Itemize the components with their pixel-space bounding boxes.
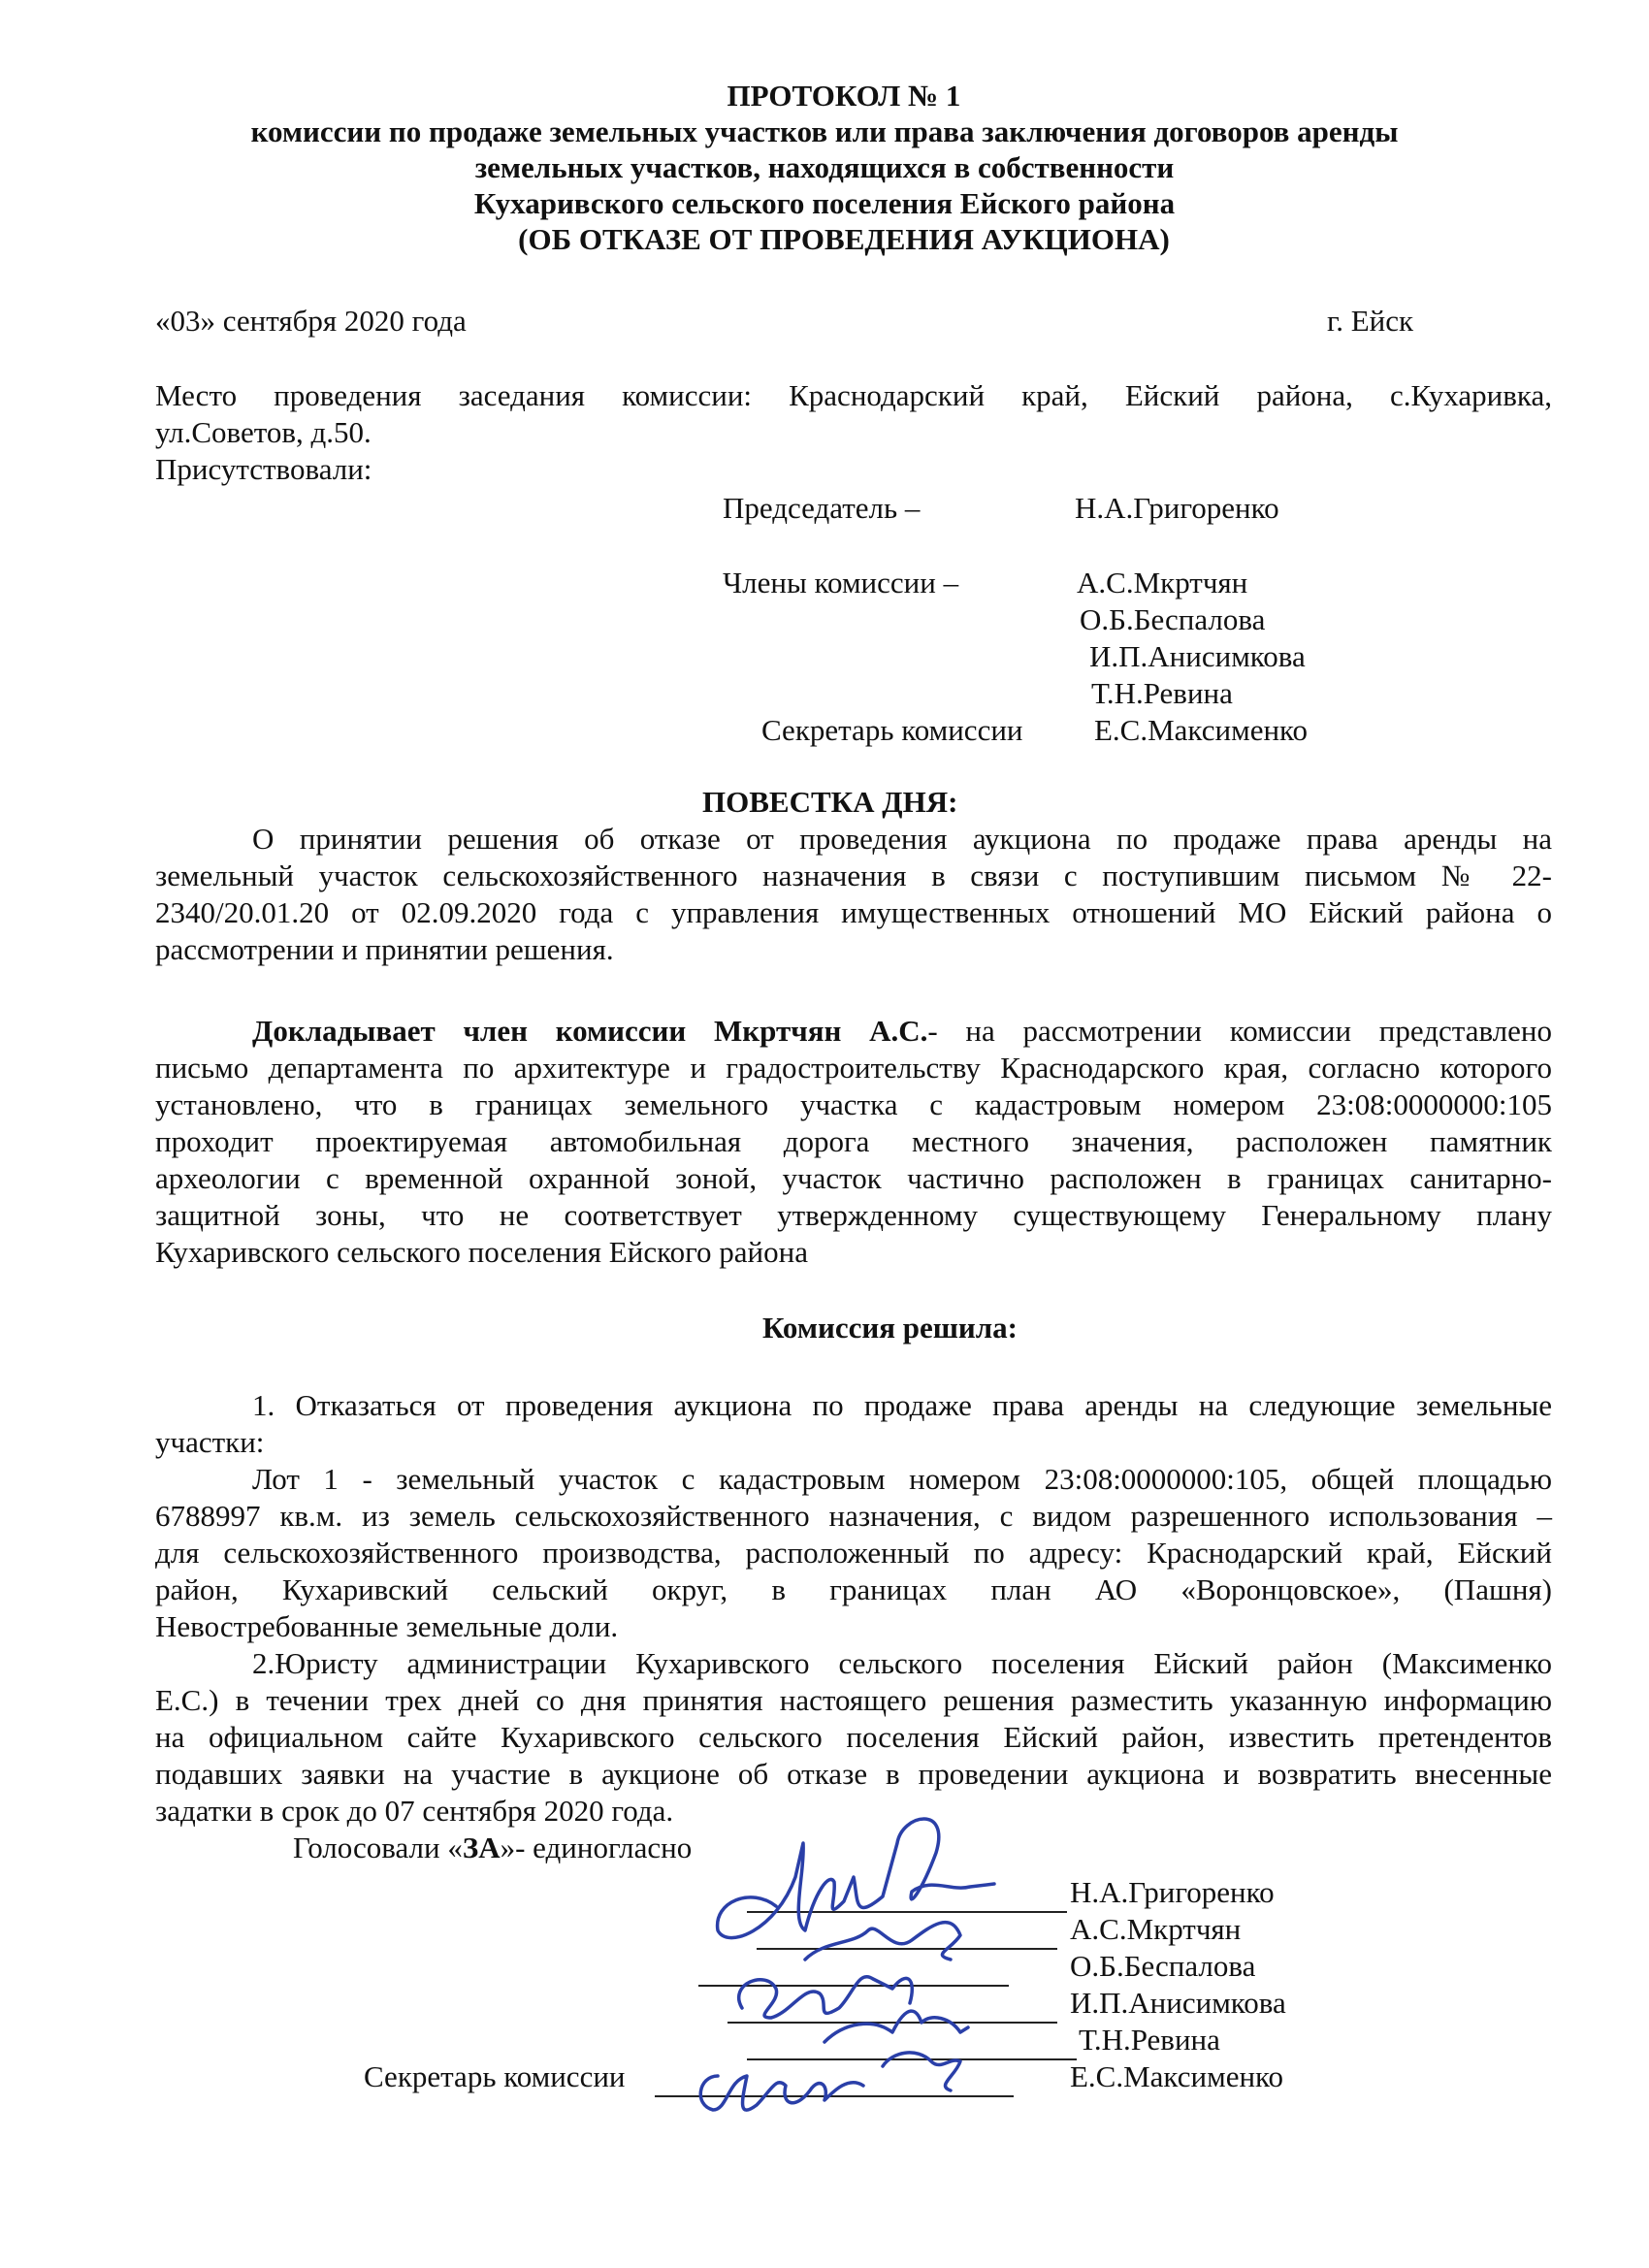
signatory-name: И.П.Анисимкова xyxy=(1070,1986,1286,2020)
document-title-block xyxy=(146,78,1504,257)
member-name: И.П.Анисимкова xyxy=(1089,639,1306,673)
decision-heading: Комиссия решила: xyxy=(762,1311,1018,1345)
secretary-signature-label: Секретарь комиссии xyxy=(364,2059,626,2093)
signatory-name: Н.А.Григоренко xyxy=(1070,1875,1275,1909)
vote-text: Голосовали « xyxy=(293,1831,463,1864)
signature-member-2 xyxy=(739,1977,913,2018)
signatory-name: Т.Н.Ревина xyxy=(1079,2023,1220,2057)
vote-za: ЗА xyxy=(462,1831,501,1864)
protocol-title: ПРОТОКОЛ № 1 xyxy=(727,79,961,113)
signature-member-4 xyxy=(883,2053,960,2090)
report-line: археологии с временной охранной зоной, участок частично расположен в границах санитарно- xyxy=(155,1161,1552,1195)
decision-item-2-line: на официальном сайте Кухаривского сельского поселения Ейский район, известить претендентов xyxy=(155,1720,1552,1754)
secretary-name: Е.С.Максименко xyxy=(1094,713,1309,747)
signatory-name: О.Б.Беспалова xyxy=(1070,1949,1256,1983)
title-line-2: комиссии по продаже земельных участков или права заключения договоров аренды xyxy=(250,114,1399,148)
chair-label: Председатель – xyxy=(723,491,921,525)
member-name: Т.Н.Ревина xyxy=(1091,676,1233,710)
venue-paragraph xyxy=(155,377,1552,488)
lot-line: район, Кухаривский сельский округ, в границах план АО «Воронцовское», (Пашня) xyxy=(155,1572,1552,1606)
title-line-5: (ОБ ОТКАЗЕ ОТ ПРОВЕДЕНИЯ АУКЦИОНА) xyxy=(518,222,1170,256)
venue-line-2: ул.Советов, д.50. xyxy=(155,415,372,449)
secretary-label: Секретарь комиссии xyxy=(761,713,1023,747)
lot-line: для сельскохозяйственного производства, расположенный по адресу: Краснодарский край, Ейский xyxy=(155,1536,1552,1570)
decision-item-1-line: 1. Отказаться от проведения аукциона по продаже права аренды на следующие земельные xyxy=(252,1388,1552,1422)
agenda-line: 2340/20.01.20 от 02.09.2020 года с управления имущественных отношений МО Ейский района о xyxy=(155,895,1552,929)
agenda-line: рассмотрении и принятии решения. xyxy=(155,932,614,966)
report-line: Кухаривского сельского поселения Ейского района xyxy=(155,1235,808,1269)
decision-item-1-line: участки: xyxy=(155,1425,265,1459)
agenda-paragraph xyxy=(155,821,1552,968)
attendees-heading: Присутствовали: xyxy=(155,452,372,486)
members-label: Члены комиссии – xyxy=(723,566,959,599)
signature-secretary xyxy=(700,2076,863,2110)
signature-member-3 xyxy=(824,2011,968,2042)
secretary-signature-name: Е.С.Максименко xyxy=(1070,2059,1284,2093)
decision-item-2-line: задатки в срок до 07 сентября 2020 года. xyxy=(155,1794,674,1828)
chair-name: Н.А.Григоренко xyxy=(1075,491,1279,525)
report-speaker: Докладывает член комиссии Мкртчян А.С. xyxy=(252,1014,928,1048)
decision-item-2-line: подавших заявки на участие в аукционе об отказе в проведении аукциона и возвратить внесенные xyxy=(155,1757,1552,1791)
signatory-name: А.С.Мкртчян xyxy=(1070,1912,1242,1946)
member-name: А.С.Мкртчян xyxy=(1077,566,1248,599)
agenda-line: земельный участок сельскохозяйственного назначения в связи с поступившим письмом № 22- xyxy=(155,859,1552,892)
signature-member-1 xyxy=(805,1923,960,1960)
lot-line: 6788997 кв.м. из земель сельскохозяйственного назначения, с видом разрешенного использования – xyxy=(155,1499,1552,1533)
report-first-line xyxy=(155,1013,1552,1050)
agenda-heading: ПОВЕСТКА ДНЯ: xyxy=(702,785,958,819)
report-line: проходит проектируемая автомобильная дорога местного значения, расположен памятник xyxy=(155,1124,1552,1158)
report-line: установлено, что в границах земельного участка с кадастровым номером 23:08:0000000:105 xyxy=(155,1087,1552,1121)
report-line: защитной зоны, что не соответствует утвержденному существующему Генеральному плану xyxy=(155,1198,1552,1232)
signature-chair xyxy=(718,1819,994,1938)
document-city: г. Ейск xyxy=(1327,304,1414,338)
report-paragraph xyxy=(155,1013,1552,1271)
lot-line: Лот 1 - земельный участок с кадастровым номером 23:08:0000000:105, общей площадью xyxy=(252,1462,1552,1496)
decision-item-2-line: Е.С.) в течении трех дней со дня принятия настоящего решения разместить указанную информацию xyxy=(155,1683,1552,1717)
vote-result xyxy=(293,1830,692,1866)
lot-line: Невостребованные земельные доли. xyxy=(155,1609,619,1643)
report-line: письмо департамента по архитектуре и градостроительству Краснодарского края, согласно которого xyxy=(155,1051,1552,1085)
decision-item-2-line: 2.Юристу администрации Кухаривского сельского поселения Ейский район (Максименко xyxy=(252,1646,1552,1680)
decision-paragraph xyxy=(155,1387,1552,1830)
report-first-rest: - на рассмотрении комиссии представлено xyxy=(927,1014,1552,1048)
title-line-4: Кухаривского сельского поселения Ейского района xyxy=(473,186,1176,220)
handwritten-signatures xyxy=(660,1785,1106,2134)
agenda-line: О принятии решения об отказе от проведения аукциона по продаже права аренды на xyxy=(252,822,1552,856)
venue-line-1: Место проведения заседания комиссии: Краснодарский край, Ейский района, с.Кухаривка, xyxy=(155,378,1552,412)
document-date: «03» сентября 2020 года xyxy=(155,304,467,338)
vote-text: »- единогласно xyxy=(500,1831,693,1864)
member-name: О.Б.Беспалова xyxy=(1080,602,1266,636)
title-line-3: земельных участков, находящихся в собственности xyxy=(474,150,1175,184)
